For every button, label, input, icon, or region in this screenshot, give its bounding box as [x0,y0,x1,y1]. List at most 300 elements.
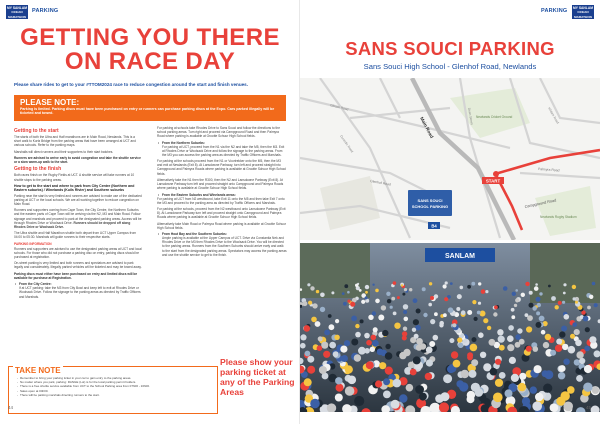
runner-dot [535,283,538,286]
section-tag: PARKING [32,8,59,14]
paragraph: Both races finish on the Rugby Fields at UCT. A shuttle service will take runners at 10 shuttle stops to the parking areas. [14,173,135,182]
runner-dot [533,306,537,310]
runner-dot [478,332,484,338]
runner-dot [559,331,565,337]
runner-dot [493,393,503,403]
runner-dot [321,342,328,349]
runner-dot [467,391,475,399]
runner-dot [393,312,397,316]
runner-dot [336,384,344,392]
paragraph: Alternatively take Main Road or Palmyra Road where parking is available at Grootte Schuur High School fields. [157,221,286,230]
runner-dot [409,288,412,291]
banner-text: SANLAM [445,253,475,260]
runner-dot [572,285,576,289]
runner-dot [426,359,433,366]
runner-dot [564,314,570,320]
runner-dot [460,286,464,290]
runner-dot [539,292,542,295]
runner-dot [480,311,486,317]
paragraph: For parking at UCT, proceed from the N1 via the N2 and take the M5, then the M3. Exit at Rhodes Drive or Woolsack Drive and follow the signage to the parking areas. From the M3 you can access the parking area as directed by Traffic Officers and Marshals. [162,144,285,157]
runner-dot [563,402,573,412]
runner-dot [307,356,314,363]
heading-getting-to-finish: Getting to the finish [14,166,62,173]
paragraph-bold: Parking discs must either have been purchased on entry and limited discs will be available for purchase at Registration. [14,271,138,280]
runner-dot [555,345,562,352]
runner-dot [515,334,521,340]
runner-dot [361,300,365,304]
paragraph-bold: Runners are advised to arrive early to avoid congestion and take the shuttle service or a slow warm-up walk to the start. [14,155,141,165]
runner-dot [480,352,486,358]
runner-dot [452,323,456,327]
runner-dot [434,312,438,316]
runner-dot [335,319,339,323]
runner-dot [589,295,593,299]
runner-dot [307,366,315,374]
text-bold: Runners should be dropped off along Rhodes Drive or Woolsack Drive. [14,220,131,229]
runner-dot [561,326,567,332]
runner-dot [372,311,376,315]
runner-dot [412,328,416,332]
runner-dot [575,301,578,304]
runner-dot [413,319,419,325]
bullet-eastern-suburbs: • From the Eastern Suburbs and Winelands areas: [157,193,287,197]
runner-dot [404,288,407,291]
runner-dot [458,343,463,348]
runner-dot [525,282,529,286]
runner-dot [576,375,583,382]
runner-dot [344,340,350,346]
runner-dot [311,317,317,323]
right-column [157,126,287,259]
runner-dot [318,336,323,341]
text-span: Runners and supporters coming from Cape Town, the City Centre, the Northern Suburbs and the eastern parts of Cape Town will be arriving via the N2, M3 and Main Road. Follow signage and marshals and proceed to park at the designated parking areas. Access will be through Rhodes Drive or Woolsack Drive. [14,208,142,225]
runner-dot [574,359,580,365]
runner-dot [469,370,477,378]
runner-dot [457,294,462,299]
runner-dot [512,292,516,296]
runner-dot [574,329,580,335]
sans-souci-subtitle: Sans Souci High School - Glenhof Road, Newlands [363,62,537,71]
runner-dot [403,304,408,309]
runner-dot [461,370,469,378]
runner-dot [366,361,374,369]
runner-dot [507,335,514,342]
runner-dot [331,291,334,294]
runner-dot [433,335,439,341]
list-item: - Remember to bring your parking ticket in your car to gain entry to the parking areas. [17,376,215,380]
paragraph: If at UCT parking: take the M3 from City Bowl and keep left to exit at Rhodes Drive or Woolsack Drive. Follow the signage to the parking areas as directed by Traffic Officers and Marshals. [19,286,141,299]
runner-dot [355,324,359,328]
runner-dot [320,293,325,298]
runner-dot [373,327,378,332]
runner-dot [372,284,374,286]
event-logo-right [572,5,594,19]
runner-dot [430,296,434,300]
runner-dot [320,307,325,312]
runner-dot [300,343,306,349]
runner-dot [347,300,350,303]
runner-dot [499,372,506,379]
runner-dot [391,297,395,301]
runner-dot [406,384,414,392]
runner-dot [416,309,421,314]
school-parking-area [408,190,452,216]
list-item: - No matter where you park, parking: RANGE (Lot) is for the local parking permit holders. [17,380,215,384]
runner-dot [422,287,426,291]
rugby-stadium-label: Newlands Rugby Stadium [540,215,577,219]
runner-dot [354,396,364,406]
runner-dot [404,317,409,322]
runner-dot [324,330,330,336]
runner-dot [539,316,545,322]
rideshare-subline: Please share rides to get to your #TTOM2024 race to reduce congestion around the start and finish venues. [14,82,249,87]
runner-dot [440,392,449,401]
bullet-city-centre: • From the City Centre: [14,282,142,286]
runner-dot [350,302,355,307]
route-badge-label: B4 [431,223,437,229]
list-item: - There is a free shuttle service available from UCT to the School Parking area from 07h00 - 16h00. [17,384,215,388]
runner-dot [534,365,542,373]
runner-dot [514,304,517,307]
runner-dot [391,400,400,409]
runner-dot [497,329,503,335]
runner-dot [308,301,312,305]
runner-dot [329,342,336,349]
runner-dot [375,299,380,304]
runner-dot [307,283,310,286]
logo-line-1: MY SANLAM [573,6,593,10]
runner-dot [518,383,526,391]
paragraph [14,208,142,228]
school-label-1: SANS SOUCI [417,198,443,203]
list-item: - Sales open at 04h00. [17,389,215,393]
heading-how-to-get: How to get to the start and where to park from City Centre (Northern and Eastern suburbs) / Winelands (Kuils Rivier) and Southern suburbs [14,183,135,193]
runner-dot [334,335,339,340]
runner-dot [315,321,321,327]
paragraph: Ample parking is available at the Upper Campus of UCT. Drive via Constantia Nek and Rhodes Drive or the M3 then Rhodes Drive to the Woolsack Drive. You will be directed to the parking areas. Runners from the Southern Suburbs should arrive early and walk to the start from the designated parking areas. Spectators may access the parking areas and use the shuttle service to get to the finish. [162,236,287,257]
runner-dot [534,286,539,291]
runner-dot [509,357,516,364]
runner-dot [372,340,379,347]
paragraph: The Ultra shuttle and Half Marathon shuttle both depart from UCT Upper Campus from 04:00 to 05:30. Marshals will guide runners to their respective starts. [14,231,137,240]
runner-dot [562,301,565,304]
runner-dot [360,319,364,323]
runner-dot [456,380,463,387]
runner-dot [402,331,407,336]
runner-dot [542,370,549,377]
runner-dot [345,365,353,373]
runner-dot [568,346,576,354]
runner-dot [312,303,317,308]
runner-dot [472,337,477,342]
runner-dot [351,339,358,346]
runner-dot [550,350,556,356]
runner-dot [556,339,562,345]
runner-dot [429,282,432,285]
runner-dot [347,291,350,294]
runner-dot [594,303,598,307]
runner-dot [378,315,384,321]
runner-dot [575,340,582,347]
runner-dot [383,391,391,399]
runner-dot [443,284,447,288]
runner-dot [445,281,448,284]
runner-dot [430,319,435,324]
bullet-hout-bay: • From Hout Bay and the Southern Suburbs: [157,232,287,236]
runner-dot [444,297,448,301]
runner-dot [461,310,466,315]
paragraph: For parking at the schools, proceed from the N2 westbound onto Lansdowne Parkway (Exit 8). At Lansdowne Parkway turn left and proceed straight onto Campground and Palmyra Roads where parking is available at Grootte Schuur High School fields. [157,207,286,220]
runner-dot [415,385,424,394]
runner-dot [517,328,522,333]
take-note-title: TAKE NOTE [15,366,61,375]
paragraph: Runners and supporters are advised to use the designated parking areas at UCT and local schools. For those who did not purchase a parking disc on entry, parking discs should be purchased at registration. [14,246,142,259]
runner-dot [567,386,575,394]
runner-dot [592,387,599,394]
runner-dot [402,293,405,296]
logo-line-3: MARATHON [574,14,592,19]
runner-dot [589,336,596,343]
runner-dot [354,354,361,361]
runner-dot [471,383,480,392]
runner-dot [472,300,476,304]
runner-dot [340,346,347,353]
runner-dot [333,351,339,357]
runner-dot [585,327,590,332]
runner-dot [451,351,458,358]
runner-dot [515,289,518,292]
runner-dot [530,386,537,393]
runner-dot [490,368,498,376]
notice-text: Parking is limited. Parking discs must have been purchased on entry or runners can purchase parking discs at the Expo. Cars parked illegally will be ticketed and towed. [20,107,275,116]
runner-dot [348,376,357,385]
runner-dot [416,344,422,350]
runner-dot [548,285,551,288]
paragraph: For parking at the schools proceed from the N1 or Voortrekker onto the M5, then the M3 and exit at Newlands (Exit 8). At Lansdowne Parkway, turn left and proceed straight into Campground and Palmyra Roads where parking is available at Grootte Schuur High School fields. [157,159,286,176]
runner-dot [494,305,498,309]
runner-dot [563,359,569,365]
runner-dot [493,312,497,316]
runner-dot [355,284,358,287]
headline-line-1: GETTING YOU THERE [20,24,280,51]
runner-dot [403,327,407,331]
runner-dot [365,291,368,294]
runner-dot [522,397,530,405]
runner-dot [579,358,585,364]
runner-dot [471,282,475,286]
start-marker-icon [493,171,499,177]
dunedin-road-label: Dunedin Road [339,134,355,154]
runner-dot [587,306,591,310]
runner-dot [342,292,345,295]
runner-dot [366,340,372,346]
runner-dot [487,326,491,330]
runner-dot [319,366,327,374]
runner-dot [364,333,370,339]
runner-dot [382,330,388,336]
runner-dot [584,365,592,373]
runner-dot [370,347,375,352]
runners-crowd-photo [300,243,600,412]
runner-dot [457,337,462,342]
heading-getting-to-start: Getting to the start [14,128,59,134]
runner-dot [375,380,382,387]
logo-line-2: OCEAN [11,10,23,15]
runner-dot [385,367,393,375]
runner-dot [335,394,343,402]
runner-dot [453,360,461,368]
paragraph: The starts of both the Ultra and Half marathons are in Main Road, Newlands. This is a short walk to Kurtz Bridge from the parking areas that have been arranged at UCT and various schools. Refer to the parking maps. [14,135,136,148]
runner-dot [498,336,505,343]
runner-dot [536,322,542,328]
runner-dot [559,365,566,372]
runner-dot [478,282,481,285]
runner-dot [343,302,347,306]
runner-dot [551,296,556,301]
runner-dot [535,393,543,401]
runner-dot [450,282,453,285]
runner-dot [414,334,419,339]
runner-dot [443,374,452,383]
runner-dot [413,298,418,303]
runner-dot [477,311,481,315]
runner-dot [505,389,513,397]
runner-dot [371,335,377,341]
bullet-northern-suburbs: • From the Northern Suburbs: [157,141,287,145]
runner-dot [467,355,473,361]
runner-dot [355,332,361,338]
runner-dot [456,307,460,311]
runner-dot [300,334,306,340]
paragraph: For parking at UCT from N2 westbound, take Exit 11 onto the M5 and then take Exit 7 onto the M3 and proceed to the parking area as directed by Traffic Officers and Marshals. [157,196,285,205]
runner-dot [385,352,393,360]
paragraph: Marshalls will direct runners and their supporters to their start batches. [14,149,114,154]
runner-dot [393,281,397,285]
runner-dot [543,342,549,348]
runner-dot [302,301,307,306]
take-note-box [8,366,218,414]
headline-line-2: ON RACE DAY [64,48,236,75]
paragraph: Parking near the start is very limited and runners are advised to make use of the dedicated parking at UCT or the local schools. We are all working together to reduce congestion on Main Road. [14,193,142,206]
runner-dot [583,383,592,392]
runner-dot [485,290,488,293]
runner-dot [428,303,432,307]
runner-dot [563,283,566,286]
runner-dot [416,338,423,345]
runner-dot [449,338,454,343]
runner-dot [379,362,386,369]
runner-dot [401,284,403,286]
runner-dot [583,316,589,322]
runner-dot [386,292,390,296]
runner-dot [385,344,390,349]
runner-dot [467,285,471,289]
runner-dot [573,297,576,300]
runner-dot [563,292,566,295]
page-headline [18,26,282,74]
gibson-road-label: Gibson Road [329,103,349,112]
runner-dot [351,316,357,322]
runner-dot [519,373,526,380]
runner-dot [529,291,533,295]
runner-dot [434,294,438,298]
notice-title: PLEASE NOTE: [20,98,80,107]
runner-dot [467,310,472,315]
glenhof-road-label: Glenhof Road [369,179,392,187]
runner-dot [515,342,521,348]
right-page [300,0,600,424]
runner-dot [592,282,596,286]
runner-dot [390,306,393,309]
runner-dot [323,351,330,358]
runner-dot [521,293,525,297]
school-label-2: SCHOOL PARKING [411,204,449,209]
left-column [14,126,142,301]
runner-dot [503,286,508,291]
heading-parking-information: PARKING INFORMATION [14,241,52,246]
main-road-label: Main Road [419,116,435,139]
runner-dot [533,346,539,352]
runner-dot [489,339,496,346]
runner-dot [328,314,332,318]
runner-dot [576,351,583,358]
runner-dot [410,369,417,376]
runner-dot [310,286,314,290]
page-number-left: 44 [8,405,14,410]
runner-dot [550,403,559,412]
runner-dot [511,315,515,319]
take-note-list [17,376,215,397]
runner-dot [305,351,311,357]
runner-dot [558,301,562,305]
runner-dot [572,322,577,327]
runner-dot [470,344,478,352]
paragraph: On-street parking is very limited and both runners and spectators are advised to park legally and considerately. Illegally parked vehicles will be ticketed and may be towed away. [14,261,142,270]
runner-dot [532,401,542,411]
runner-dot [543,384,552,393]
runner-dot [499,345,505,351]
runner-dot [423,313,427,317]
photo-svg [300,243,600,412]
dean-street-label: Dean Street [467,107,474,125]
runner-dot [344,284,348,288]
logo-line-3: MARATHON [8,14,26,19]
runner-dot [562,344,568,350]
runner-dot [381,305,386,310]
runner-dot [529,303,534,308]
runner-dot [425,373,432,380]
runner-dot [541,330,546,335]
runner-dot [584,346,590,352]
logo-line-1: MY SANLAM [7,6,27,10]
runner-dot [316,290,319,293]
runner-dot [393,379,402,388]
start-label: START [485,178,501,184]
runner-dot [329,324,335,330]
runner-dot [558,372,565,379]
runner-dot [545,334,551,340]
runner-dot [375,289,379,293]
runner-dot [365,285,369,289]
show-ticket-callout: Please show your parking ticket at any of the Parking Areas [220,357,295,397]
section-tag-right: PARKING [541,8,568,14]
runner-dot [345,386,355,396]
runner-dot [525,313,529,317]
runner-dot [399,394,407,402]
runner-dot [474,317,478,321]
please-note-box [14,95,286,121]
runner-dot [304,378,312,386]
